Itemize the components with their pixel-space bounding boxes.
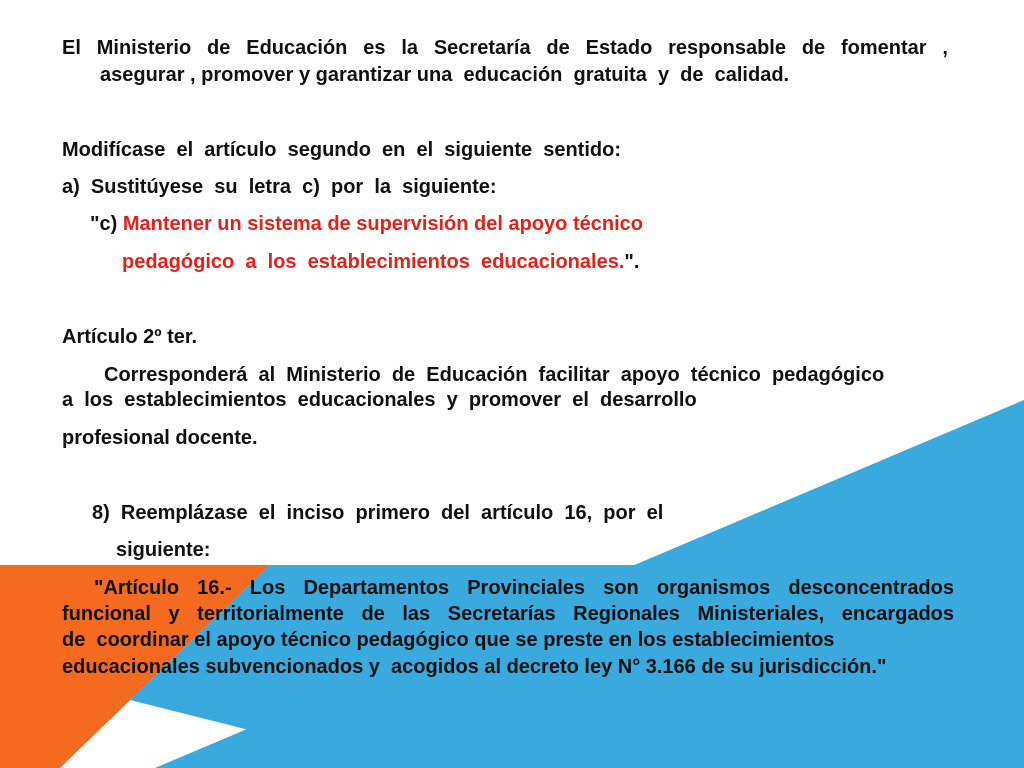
amendment-intro: Modifícase el artículo segundo en el siguiente sentido: <box>62 139 621 161</box>
article-body-line1: Corresponderá al Ministerio de Educación facilitar apoyo técnico pedagógico <box>104 364 885 386</box>
quote-c-line2 <box>122 250 639 274</box>
quote-c-line1 <box>90 212 643 236</box>
quote-c-red-line1: Mantener un sistema de supervisión del apoyo técnico <box>122 213 643 235</box>
article16-line1: "Artículo 16.- Los Departamentos Provinciales son organismos desconcentrados <box>94 577 954 599</box>
paragraph1-line2: asegurar , promover y garantizar una educación gratuita y de calidad. <box>100 64 790 86</box>
article16-line3: de coordinar el apoyo técnico pedagógico que se preste en los establecimientos <box>62 629 835 651</box>
paragraph1-line1: El Ministerio de Educación es la Secretaría de Estado responsable de fomentar , <box>62 37 948 59</box>
item-a: a) Sustitúyese su letra c) por la siguiente: <box>62 176 497 198</box>
quote-c-red-line2: pedagógico a los establecimientos educacionales. <box>122 251 625 273</box>
article-body-line2: a los establecimientos educacionales y promover el desarrollo <box>62 389 697 411</box>
article-body-line3: profesional docente. <box>62 427 258 449</box>
item-8-line1: 8) Reemplázase el inciso primero del artículo 16, por el <box>92 502 664 524</box>
quote-c-prefix: "c) <box>90 213 123 235</box>
article-heading: Artículo 2º ter. <box>62 326 198 348</box>
article16-line2: funcional y territorialmente de las Secretarías Regionales Ministeriales, encargados <box>62 603 954 625</box>
quote-c-tail: ". <box>624 251 640 273</box>
item-8-line2: siguiente: <box>116 539 211 561</box>
article16-line4: educacionales subvencionados y acogidos al decreto ley N° 3.166 de su jurisdicción." <box>62 656 887 678</box>
